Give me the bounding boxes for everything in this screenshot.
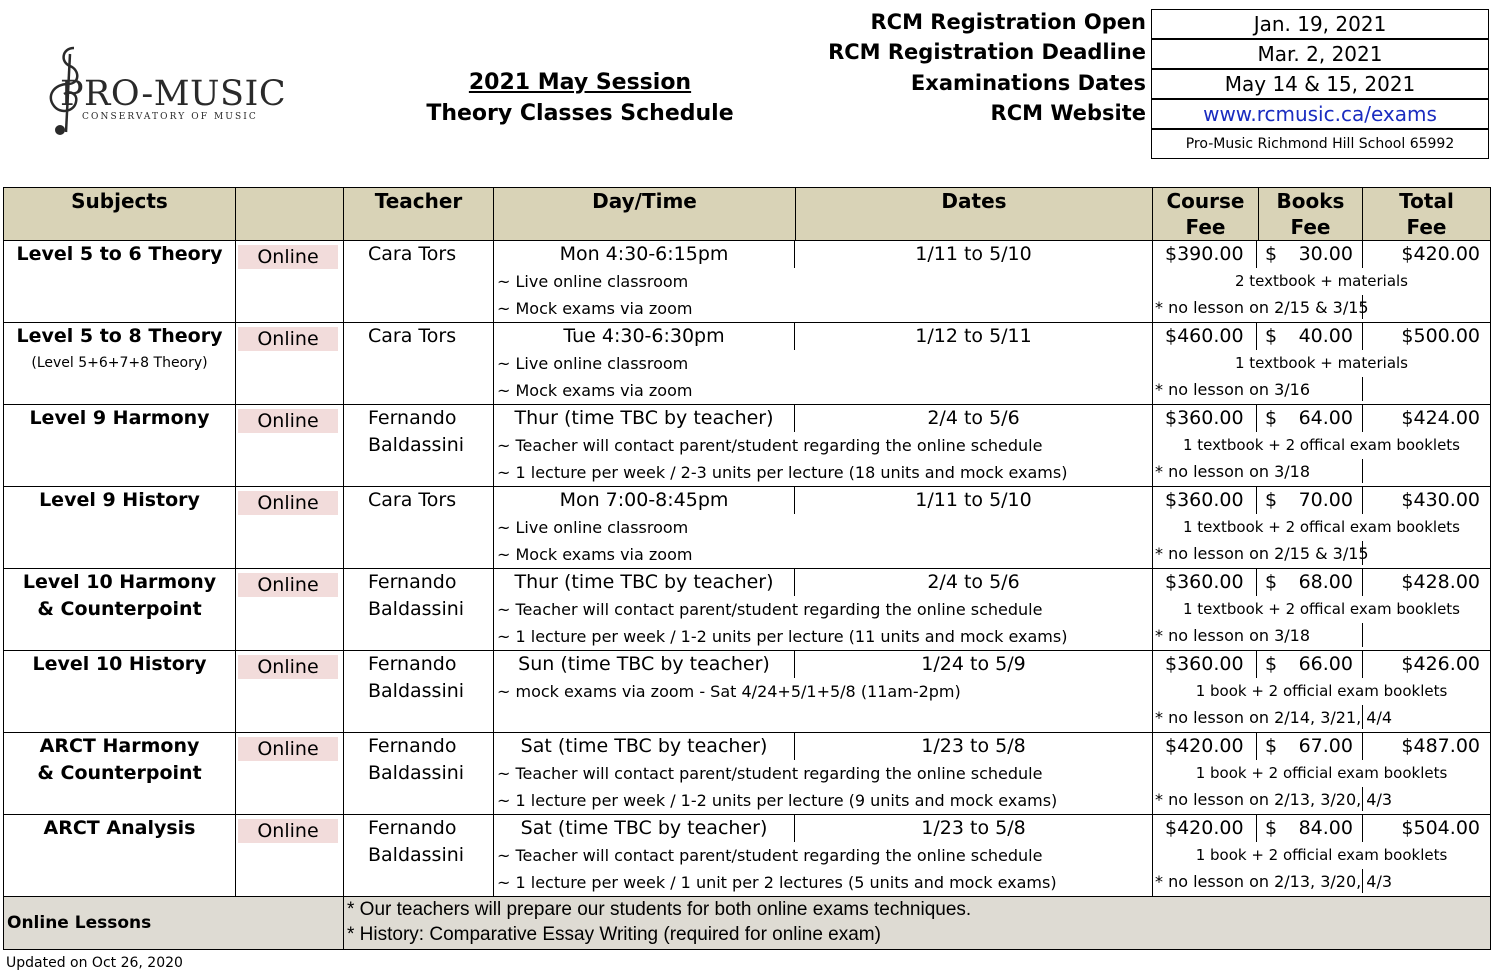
mode-cell bbox=[236, 487, 344, 569]
table-row bbox=[4, 651, 1491, 733]
day-time: Sat (time TBC by teacher) bbox=[520, 817, 768, 839]
books-fee-currency: $ bbox=[1265, 817, 1278, 839]
teacher-name: Fernando bbox=[368, 407, 457, 429]
pro-music-logo bbox=[40, 44, 310, 144]
mode-cell bbox=[236, 405, 344, 487]
exam-dates-label: Examinations Dates bbox=[910, 71, 1146, 95]
teacher-name: Cara Tors bbox=[368, 243, 457, 265]
mode-cell bbox=[236, 733, 344, 815]
schedule-detail: ~ Live online classroom bbox=[497, 518, 689, 537]
date-range: 2/4 to 5/6 bbox=[927, 571, 1020, 593]
mode-badge: Online bbox=[238, 819, 338, 843]
books-fee: 30.00 bbox=[1298, 243, 1353, 265]
rcm-website-label: RCM Website bbox=[990, 101, 1146, 125]
teacher-cell bbox=[344, 651, 494, 733]
books-fee: 66.00 bbox=[1298, 653, 1353, 675]
total-fee: $430.00 bbox=[1401, 489, 1480, 511]
books-fee: 40.00 bbox=[1298, 325, 1353, 347]
registration-deadline-label: RCM Registration Deadline bbox=[828, 40, 1146, 64]
table-row bbox=[4, 733, 1491, 815]
subject-name: Level 5 to 6 Theory bbox=[16, 243, 223, 265]
mode-badge: Online bbox=[238, 655, 338, 679]
date-range: 1/23 to 5/8 bbox=[921, 735, 1026, 757]
subject-cell bbox=[4, 241, 236, 323]
schedule-detail: ~ Mock exams via zoom bbox=[497, 381, 693, 400]
materials-note: 2 textbook + materials bbox=[1234, 272, 1408, 290]
table-row bbox=[4, 241, 1491, 323]
books-fee-currency: $ bbox=[1265, 407, 1278, 429]
no-lesson-note: * no lesson on 2/14, 3/21, 4/4 bbox=[1155, 708, 1393, 727]
schedule-table bbox=[3, 187, 1491, 950]
teacher-name: Baldassini bbox=[368, 844, 465, 866]
mode-badge: Online bbox=[238, 409, 338, 433]
total-fee: $424.00 bbox=[1401, 407, 1480, 429]
total-fee: $487.00 bbox=[1401, 735, 1480, 757]
course-fee: $420.00 bbox=[1165, 817, 1244, 839]
mode-badge: Online bbox=[238, 245, 338, 269]
daytime-cell bbox=[494, 651, 1153, 733]
teacher-cell bbox=[344, 733, 494, 815]
teacher-name: Fernando bbox=[368, 735, 457, 757]
subject-name: Level 10 History bbox=[32, 653, 207, 675]
exam-dates-value: May 14 & 15, 2021 bbox=[1151, 69, 1489, 99]
course-fee: $390.00 bbox=[1165, 243, 1244, 265]
course-fee: $360.00 bbox=[1165, 489, 1244, 511]
materials-note: 1 textbook + 2 offical exam booklets bbox=[1182, 518, 1461, 536]
mode-badge: Online bbox=[238, 737, 338, 761]
header-mode bbox=[236, 188, 344, 241]
date-range: 1/12 to 5/11 bbox=[915, 325, 1032, 347]
books-fee: 67.00 bbox=[1298, 735, 1353, 757]
table-row bbox=[4, 323, 1491, 405]
teacher-cell bbox=[344, 487, 494, 569]
course-fee: $360.00 bbox=[1165, 653, 1244, 675]
teacher-cell bbox=[344, 569, 494, 651]
teacher-cell bbox=[344, 405, 494, 487]
registration-open-label: RCM Registration Open bbox=[870, 10, 1146, 34]
date-range: 1/11 to 5/10 bbox=[915, 243, 1032, 265]
books-fee: 68.00 bbox=[1298, 571, 1353, 593]
header-books-fee: Books Fee bbox=[1259, 188, 1363, 241]
subject-name: & Counterpoint bbox=[37, 762, 202, 784]
subject-cell bbox=[4, 405, 236, 487]
mode-cell bbox=[236, 241, 344, 323]
subject-name: & Counterpoint bbox=[37, 598, 202, 620]
registration-open-value: Jan. 19, 2021 bbox=[1151, 9, 1489, 39]
subject-cell bbox=[4, 569, 236, 651]
course-fee: $420.00 bbox=[1165, 735, 1244, 757]
daytime-cell bbox=[494, 241, 1153, 323]
registration-deadline-value: Mar. 2, 2021 bbox=[1151, 39, 1489, 69]
total-fee: $428.00 bbox=[1401, 571, 1480, 593]
mode-badge: Online bbox=[238, 573, 338, 597]
subject-name: Level 5 to 8 Theory bbox=[16, 325, 223, 347]
no-lesson-note: * no lesson on 2/15 & 3/15 bbox=[1155, 298, 1369, 317]
header-subjects: Subjects bbox=[4, 188, 236, 241]
fees-cell bbox=[1153, 241, 1491, 323]
books-fee: 70.00 bbox=[1298, 489, 1353, 511]
schedule-detail: ~ Teacher will contact parent/student regarding the online schedule bbox=[497, 600, 1043, 619]
no-lesson-note: * no lesson on 3/16 bbox=[1155, 380, 1311, 399]
books-fee-currency: $ bbox=[1265, 325, 1278, 347]
teacher-name: Baldassini bbox=[368, 434, 465, 456]
mode-cell bbox=[236, 569, 344, 651]
teacher-cell bbox=[344, 241, 494, 323]
course-fee: $360.00 bbox=[1165, 571, 1244, 593]
no-lesson-note: * no lesson on 2/15 & 3/15 bbox=[1155, 544, 1369, 563]
fees-cell bbox=[1153, 733, 1491, 815]
schedule-detail bbox=[494, 705, 1152, 732]
date-range: 1/24 to 5/9 bbox=[921, 653, 1026, 675]
daytime-cell bbox=[494, 323, 1153, 405]
teacher-cell bbox=[344, 815, 494, 897]
no-lesson-note: * no lesson on 3/18 bbox=[1155, 626, 1311, 645]
schedule-detail: ~ Mock exams via zoom bbox=[497, 545, 693, 564]
subject-name: ARCT Analysis bbox=[43, 817, 196, 839]
table-row bbox=[4, 815, 1491, 897]
teacher-name: Fernando bbox=[368, 817, 457, 839]
teacher-name: Baldassini bbox=[368, 680, 465, 702]
books-fee-currency: $ bbox=[1265, 243, 1278, 265]
online-lessons-notes bbox=[344, 897, 1491, 950]
mode-cell bbox=[236, 651, 344, 733]
materials-note: 1 textbook + 2 offical exam booklets bbox=[1182, 600, 1461, 618]
subject-note: (Level 5+6+7+8 Theory) bbox=[31, 355, 208, 371]
header-total-fee: Total Fee bbox=[1363, 188, 1491, 241]
daytime-cell bbox=[494, 487, 1153, 569]
date-range: 2/4 to 5/6 bbox=[927, 407, 1020, 429]
daytime-cell bbox=[494, 569, 1153, 651]
fees-cell bbox=[1153, 323, 1491, 405]
table-header-row bbox=[4, 188, 1491, 241]
teacher-name: Fernando bbox=[368, 653, 457, 675]
teacher-cell bbox=[344, 323, 494, 405]
day-time: Mon 4:30-6:15pm bbox=[559, 243, 729, 265]
no-lesson-note: * no lesson on 2/13, 3/20, 4/3 bbox=[1155, 872, 1393, 891]
table-row bbox=[4, 569, 1491, 651]
books-fee-currency: $ bbox=[1265, 653, 1278, 675]
materials-note: 1 textbook + materials bbox=[1234, 354, 1408, 372]
course-fee: $460.00 bbox=[1165, 325, 1244, 347]
teacher-name: Cara Tors bbox=[368, 325, 457, 347]
books-fee-currency: $ bbox=[1265, 735, 1278, 757]
subject-cell bbox=[4, 733, 236, 815]
total-fee: $426.00 bbox=[1401, 653, 1480, 675]
schedule-detail: ~ 1 lecture per week / 2-3 units per lecture (18 units and mock exams) bbox=[497, 463, 1068, 482]
footer-note: * Our teachers will prepare our students for both online exams techniques. bbox=[347, 899, 972, 920]
date-range: 1/23 to 5/8 bbox=[921, 817, 1026, 839]
fees-cell bbox=[1153, 651, 1491, 733]
books-fee-currency: $ bbox=[1265, 489, 1278, 511]
total-fee: $420.00 bbox=[1401, 243, 1480, 265]
total-fee: $504.00 bbox=[1401, 817, 1480, 839]
subject-name: Level 10 Harmony bbox=[22, 571, 217, 593]
total-fee: $500.00 bbox=[1401, 325, 1480, 347]
fees-cell bbox=[1153, 815, 1491, 897]
schedule-detail: ~ 1 lecture per week / 1-2 units per lecture (11 units and mock exams) bbox=[497, 627, 1068, 646]
books-fee: 64.00 bbox=[1298, 407, 1353, 429]
fees-cell bbox=[1153, 569, 1491, 651]
schedule-detail: ~ Mock exams via zoom bbox=[497, 299, 693, 318]
footer-note: * History: Comparative Essay Writing (required for online exam) bbox=[347, 924, 881, 945]
header-course-fee: Course Fee bbox=[1153, 188, 1259, 241]
subject-name: Level 9 Harmony bbox=[29, 407, 210, 429]
table-row bbox=[4, 405, 1491, 487]
mode-badge: Online bbox=[238, 327, 338, 351]
session-subtitle: Theory Classes Schedule bbox=[426, 101, 734, 126]
no-lesson-note: * no lesson on 2/13, 3/20, 4/3 bbox=[1155, 790, 1393, 809]
schedule-detail: ~ mock exams via zoom - Sat 4/24+5/1+5/8 (11am-2pm) bbox=[497, 682, 961, 701]
logo-brand: PRO-MUSIC bbox=[60, 74, 287, 114]
subject-cell bbox=[4, 815, 236, 897]
no-lesson-note: * no lesson on 3/18 bbox=[1155, 462, 1311, 481]
subject-cell bbox=[4, 323, 236, 405]
teacher-name: Fernando bbox=[368, 571, 457, 593]
rcm-website-link[interactable]: www.rcmusic.ca/exams bbox=[1151, 99, 1489, 129]
schedule-detail: ~ 1 lecture per week / 1 unit per 2 lectures (5 units and mock exams) bbox=[497, 873, 1057, 892]
materials-note: 1 textbook + 2 offical exam booklets bbox=[1182, 436, 1461, 454]
header-teacher: Teacher bbox=[344, 188, 494, 241]
day-time: Thur (time TBC by teacher) bbox=[514, 571, 774, 593]
schedule-detail: ~ Teacher will contact parent/student regarding the online schedule bbox=[497, 764, 1043, 783]
daytime-cell bbox=[494, 405, 1153, 487]
table-row bbox=[4, 487, 1491, 569]
schedule-detail: ~ Teacher will contact parent/student regarding the online schedule bbox=[497, 846, 1043, 865]
teacher-name: Cara Tors bbox=[368, 489, 457, 511]
day-time: Sat (time TBC by teacher) bbox=[520, 735, 768, 757]
day-time: Mon 7:00-8:45pm bbox=[559, 489, 729, 511]
header-dates: Dates bbox=[796, 188, 1153, 241]
school-code: Pro-Music Richmond Hill School 65992 bbox=[1151, 129, 1489, 159]
fees-cell bbox=[1153, 487, 1491, 569]
subject-cell bbox=[4, 651, 236, 733]
materials-note: 1 book + 2 official exam booklets bbox=[1195, 682, 1448, 700]
subject-cell bbox=[4, 487, 236, 569]
day-time: Sun (time TBC by teacher) bbox=[518, 653, 770, 675]
subject-name: Level 9 History bbox=[39, 489, 200, 511]
date-range: 1/11 to 5/10 bbox=[915, 489, 1032, 511]
mode-cell bbox=[236, 815, 344, 897]
online-lessons-label: Online Lessons bbox=[4, 897, 344, 950]
books-fee-currency: $ bbox=[1265, 571, 1278, 593]
materials-note: 1 book + 2 official exam booklets bbox=[1195, 764, 1448, 782]
course-fee: $360.00 bbox=[1165, 407, 1244, 429]
daytime-cell bbox=[494, 733, 1153, 815]
header-daytime: Day/Time bbox=[494, 188, 796, 241]
schedule-detail: ~ 1 lecture per week / 1-2 units per lecture (9 units and mock exams) bbox=[497, 791, 1058, 810]
day-time: Tue 4:30-6:30pm bbox=[563, 325, 725, 347]
books-fee: 84.00 bbox=[1298, 817, 1353, 839]
session-title: 2021 May Session bbox=[468, 70, 692, 95]
teacher-name: Baldassini bbox=[368, 598, 465, 620]
day-time: Thur (time TBC by teacher) bbox=[514, 407, 774, 429]
materials-note: 1 book + 2 official exam booklets bbox=[1195, 846, 1448, 864]
updated-date: Updated on Oct 26, 2020 bbox=[6, 955, 183, 971]
schedule-detail: ~ Live online classroom bbox=[497, 354, 689, 373]
mode-badge: Online bbox=[238, 491, 338, 515]
logo-subtitle: CONSERVATORY OF MUSIC bbox=[82, 112, 258, 122]
fees-cell bbox=[1153, 405, 1491, 487]
footer-row bbox=[4, 897, 1491, 950]
schedule-detail: ~ Live online classroom bbox=[497, 272, 689, 291]
teacher-name: Baldassini bbox=[368, 762, 465, 784]
schedule-detail: ~ Teacher will contact parent/student regarding the online schedule bbox=[497, 436, 1043, 455]
subject-name: ARCT Harmony bbox=[39, 735, 200, 757]
daytime-cell bbox=[494, 815, 1153, 897]
mode-cell bbox=[236, 323, 344, 405]
